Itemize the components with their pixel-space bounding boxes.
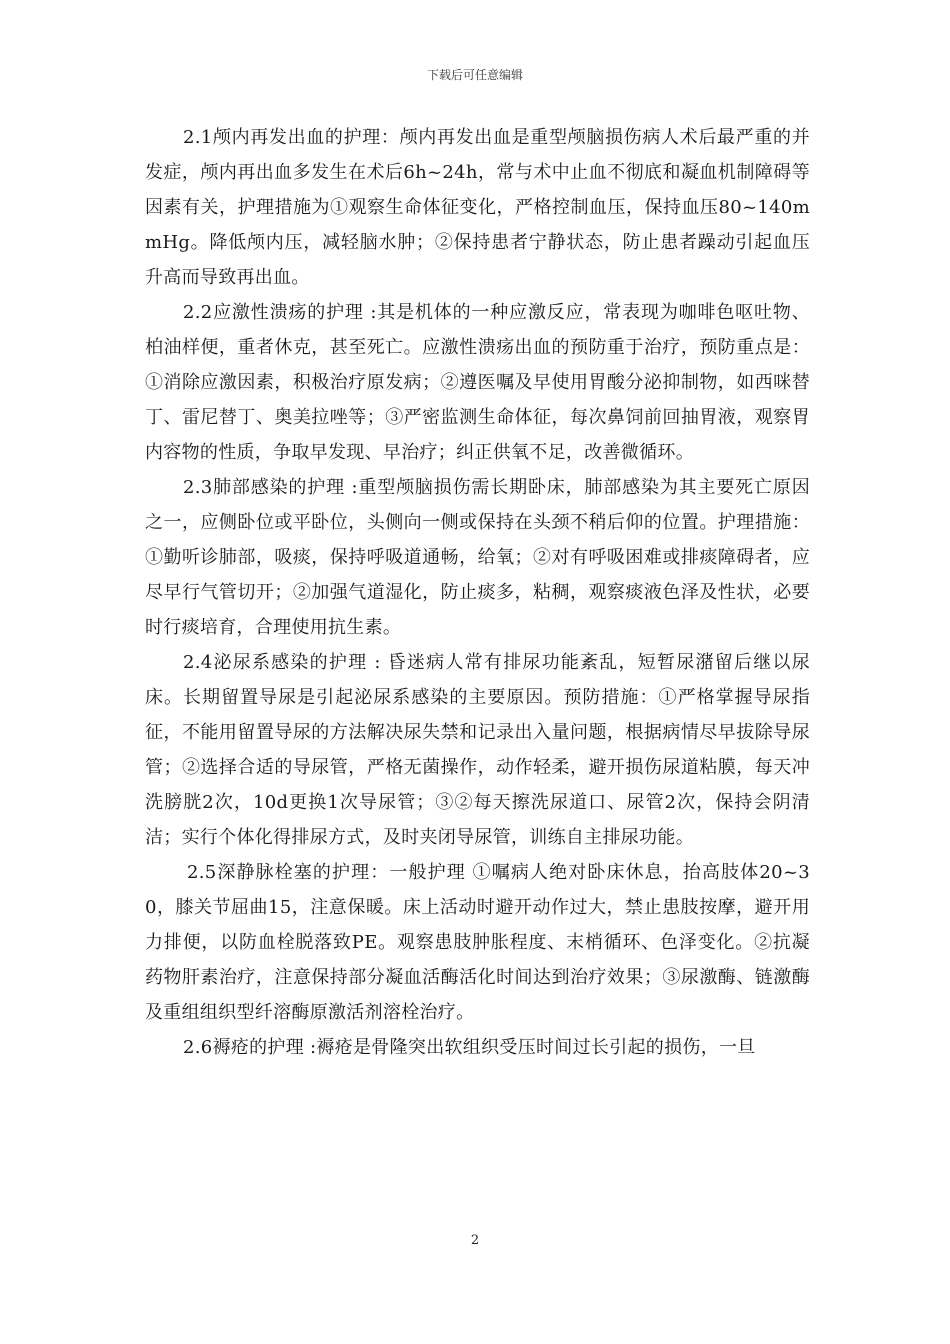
paragraph-2-2: 2.2应激性溃疡的护理 :其是机体的一种应激反应，常表现为咖啡色呕吐物、柏油样便，重者休克，甚至死亡。应激性溃疡出血的预防重于治疗，预防重点是：①消除应激因素，积极治疗原发病；②遵医嘱及早使用胃酸分泌抑制物，如西咪替丁、雷尼替丁、奥美拉唑等；③严密监测生命体征，每次鼻饲前回抽胃液，观察胃内容物的性质，争取早发现、早治疗；纠正供氧不足，改善微循环。 bbox=[145, 302, 810, 463]
paragraph-2-1: 2.1颅内再发出血的护理：颅内再发出血是重型颅脑损伤病人术后最严重的并发症，颅内再出血多发生在术后6h~24h，常与术中止血不彻底和凝血机制障碍等因素有关，护理措施为①观察生命体征变化，严格控制血压，保持血压80~140mmHg。降低颅内压，减轻脑水肿；②保持患者宁静状态，防止患者躁动引起血压升高而导致再出血。 bbox=[145, 127, 810, 288]
paragraph-2-4: 2.4泌尿系感染的护理 : 昏迷病人常有排尿功能紊乱，短暂尿潴留后继以尿床。长期留置导尿是引起泌尿系感染的主要原因。预防措施：①严格掌握导尿指征，不能用留置导尿的方法解决尿失禁和记录出入量问题，根据病情尽早拔除导尿管；②选择合适的导尿管，严格无菌操作，动作轻柔，避开损伤尿道粘膜，每天冲洗膀胱2次，10d更换1次导尿管；③②每天擦洗尿道口、尿管2次，保持会阴清洁；实行个体化得排尿方式，及时夹闭导尿管，训练自主排尿功能。 bbox=[145, 652, 810, 848]
paragraph-2-6: 2.6褥疮的护理 :褥疮是骨隆突出软组织受压时间过长引起的损伤，一旦 bbox=[183, 1037, 756, 1058]
paragraph-2-5: 2.5深静脉栓塞的护理：一般护理 ①嘱病人绝对卧床休息，抬高肢体20~30，膝关节屈曲15，注意保暖。床上活动时避开动作过大，禁止患肢按摩，避开用力排便，以防血栓脱落致PE。观察患肢肿胀程度、末梢循环、色泽变化。②抗凝药物肝素治疗，注意保持部分凝血活酶活化时间达到治疗效果；③尿激酶、链激酶及重组组织型纤溶酶原激活剂溶栓治疗。 bbox=[145, 862, 810, 1023]
document-body bbox=[145, 120, 810, 1065]
paragraph-2-3: 2.3肺部感染的护理 :重型颅脑损伤需长期卧床，肺部感染为其主要死亡原因之一，应侧卧位或平卧位，头侧向一侧或保持在头颈不稍后仰的位置。护理措施：①勤听诊肺部，吸痰，保持呼吸道通畅，给氧；②对有呼吸困难或排痰障碍者，应尽早行气管切开；②加强气道湿化，防止痰多，粘稠，观察痰液色泽及性状，必要时行痰培育，合理使用抗生素。 bbox=[145, 477, 810, 638]
page-number: 2 bbox=[470, 1233, 480, 1248]
page-header: 下载后可任意编辑 bbox=[426, 68, 523, 82]
